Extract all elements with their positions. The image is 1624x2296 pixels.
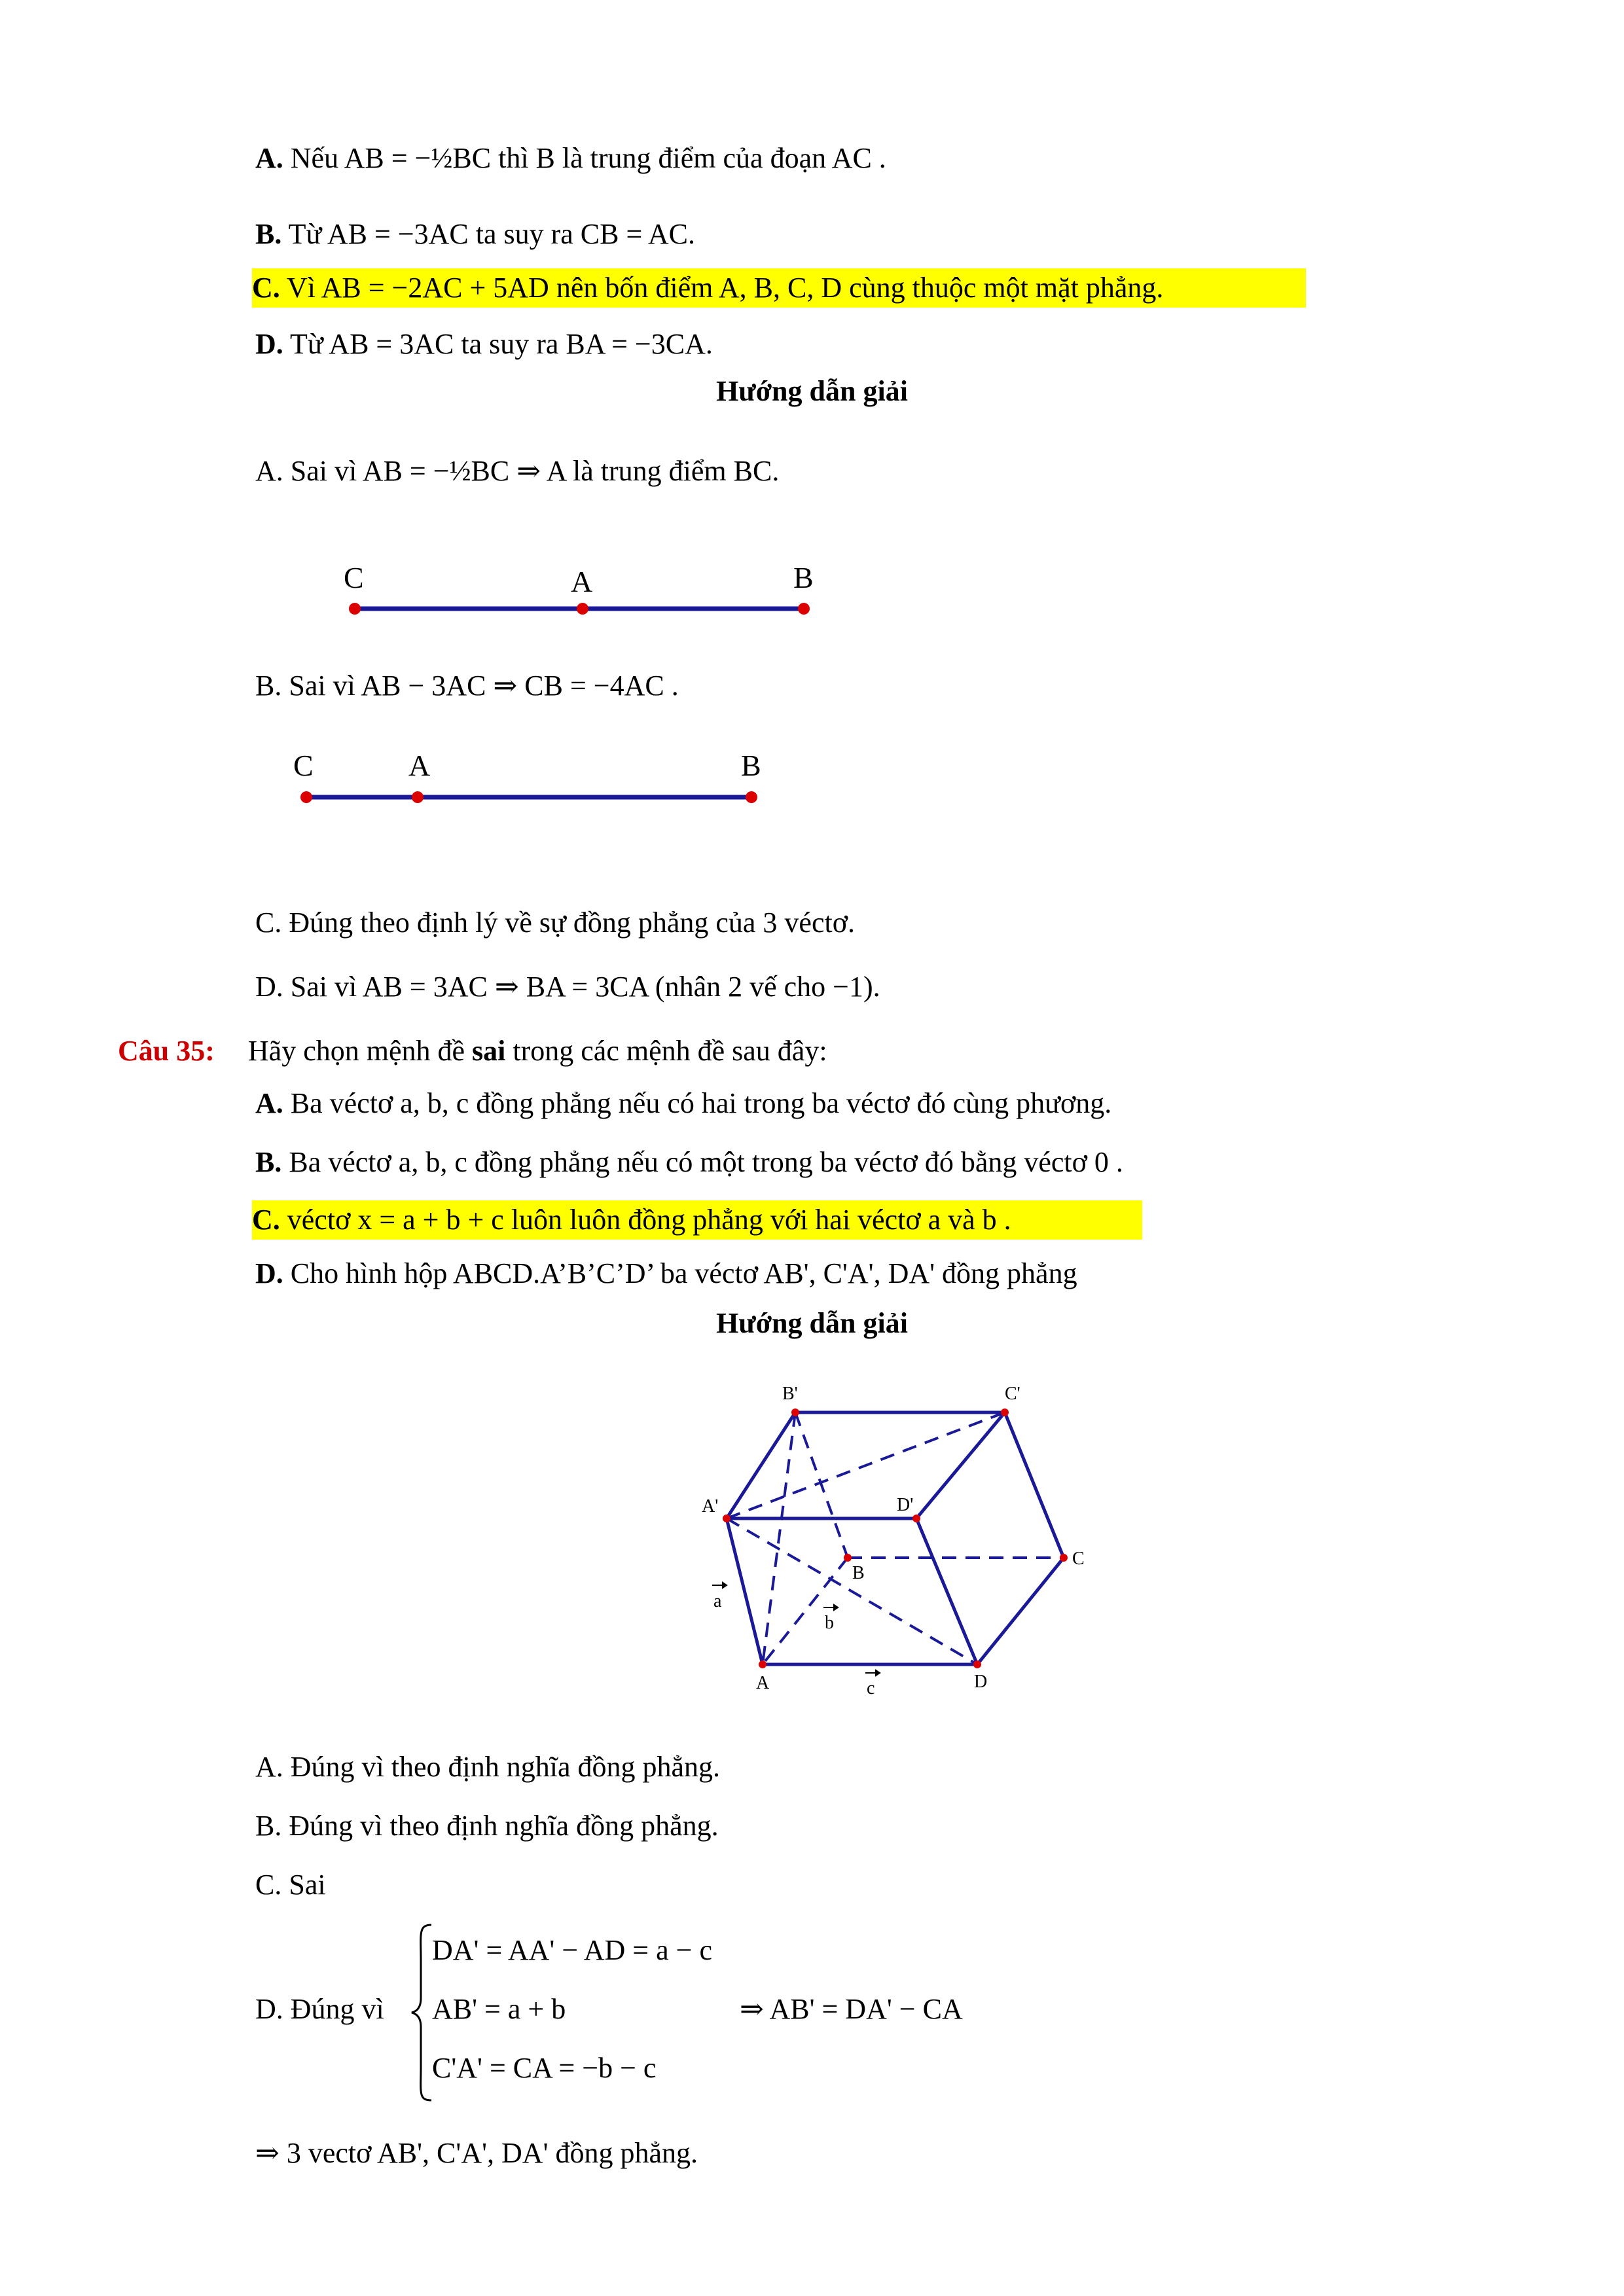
- point-b: [746, 791, 757, 803]
- sol34-d: D. Sai vì AB = 3AC ⇒ BA = 3CA (nhân 2 vế cho −1).: [255, 971, 880, 1003]
- sol35-d-prefix: D. Đúng vì: [255, 1993, 384, 2025]
- option-prefix: B.: [255, 218, 282, 250]
- point-bp: [791, 1408, 799, 1416]
- sol35-final: ⇒ 3 vectơ AB', C'A', DA' đồng phẳng.: [255, 2137, 698, 2169]
- point-ap: [723, 1515, 731, 1522]
- q35-option-b: [255, 1143, 1123, 1182]
- label-b: B: [793, 561, 814, 594]
- sol35-c: C. Sai: [255, 1869, 326, 1901]
- edge-a-ap: [727, 1518, 763, 1664]
- question-label: Câu 35:: [118, 1035, 215, 1067]
- stem-post: trong các mệnh đề sau đây:: [505, 1035, 827, 1067]
- solution-heading-1: Hướng dẫn giải: [716, 375, 908, 407]
- option-text: Ba véctơ a, b, c đồng phẳng nếu có hai trong ba véctơ đó cùng phương.: [290, 1087, 1112, 1119]
- option-prefix: C.: [252, 272, 280, 304]
- point-a: [577, 603, 588, 615]
- edge-dp-d: [916, 1518, 977, 1664]
- segment-figure-2: [281, 740, 805, 812]
- label-a: A: [408, 749, 431, 782]
- point-b: [844, 1554, 852, 1562]
- parallelepiped-figure: [674, 1374, 1119, 1721]
- q34-option-c-highlighted: [252, 268, 1306, 308]
- sol35-b: B. Đúng vì theo định nghĩa đồng phẳng.: [255, 1810, 719, 1842]
- label-a: A: [571, 565, 593, 598]
- sol34-b: B. Sai vì AB − 3AC ⇒ CB = −4AC .: [255, 670, 679, 702]
- option-prefix: C.: [252, 1204, 280, 1236]
- segment-figure-1: [314, 556, 838, 628]
- q34-option-b: [255, 215, 695, 254]
- label-vec-a: a: [713, 1591, 722, 1611]
- label-bp: B': [782, 1384, 798, 1404]
- system-eq-2: AB' = a + b: [432, 1993, 566, 2025]
- label-ap: A': [702, 1496, 719, 1516]
- option-text: Ba véctơ a, b, c đồng phẳng nếu có một trong ba véctơ đó bằng véctơ 0 .: [289, 1146, 1123, 1178]
- sol34-a: A. Sai vì AB = −½BC ⇒ A là trung điểm BC.: [255, 455, 780, 487]
- option-text: Từ AB = 3AC ta suy ra BA = −3CA.: [290, 328, 713, 360]
- edge-b-a-dashed: [763, 1558, 848, 1664]
- label-vec-b: b: [825, 1613, 834, 1633]
- diag-ap-cp-dashed: [727, 1412, 1005, 1518]
- system-brace: [409, 1921, 435, 2104]
- q35-stem: [118, 1031, 827, 1071]
- sol34-c: C. Đúng theo định lý về sự đồng phẳng của 3 véctơ.: [255, 906, 855, 939]
- edge-ap-bp: [727, 1412, 795, 1518]
- edge-bp-a-dashed: [763, 1412, 795, 1664]
- label-c: C: [1072, 1549, 1085, 1569]
- option-text: Cho hình hộp ABCD.A’B’C’D’ ba véctơ AB', C'A', DA' đồng phẳng: [290, 1257, 1077, 1289]
- label-vec-c: c: [867, 1678, 875, 1698]
- label-cp: C': [1005, 1384, 1020, 1404]
- edge-cp-c: [1005, 1412, 1064, 1558]
- label-c: C: [293, 749, 314, 782]
- edge-bp-b-dashed: [795, 1412, 848, 1558]
- point-d: [973, 1660, 981, 1668]
- q35-option-d: [255, 1254, 1077, 1293]
- label-b: B: [741, 749, 761, 782]
- option-prefix: D.: [255, 328, 283, 360]
- label-a: A: [756, 1673, 770, 1693]
- sol35-a: A. Đúng vì theo định nghĩa đồng phẳng.: [255, 1751, 721, 1783]
- point-c: [349, 603, 361, 615]
- edge-dp-cp: [916, 1412, 1005, 1518]
- option-prefix: A.: [255, 1087, 283, 1119]
- option-text: Vì AB = −2AC + 5AD nên bốn điểm A, B, C, D cùng thuộc một mặt phẳng.: [287, 272, 1164, 304]
- option-prefix: A.: [255, 142, 283, 174]
- q34-option-d: [255, 325, 713, 364]
- point-c: [1060, 1554, 1068, 1562]
- label-b: B: [852, 1563, 865, 1583]
- q34-option-a: [255, 139, 886, 178]
- option-text: Nếu AB = −½BC thì B là trung điểm của đoạn AC .: [290, 142, 886, 174]
- point-c: [300, 791, 312, 803]
- point-a: [412, 791, 424, 803]
- edge-c-d: [977, 1558, 1064, 1664]
- q35-option-c-highlighted: [252, 1200, 1142, 1240]
- point-a: [759, 1660, 767, 1668]
- system-implies: ⇒ AB' = DA' − CA: [740, 1993, 963, 2025]
- stem-pre: Hãy chọn mệnh đề: [247, 1035, 473, 1067]
- option-prefix: D.: [255, 1257, 283, 1289]
- solution-heading-2: Hướng dẫn giải: [716, 1307, 908, 1339]
- label-d: D: [974, 1672, 988, 1692]
- option-prefix: B.: [255, 1146, 282, 1178]
- q35-option-a: [255, 1084, 1111, 1123]
- point-cp: [1001, 1408, 1009, 1416]
- option-text: véctơ x = a + b + c luôn luôn đồng phẳng với hai véctơ a và b .: [287, 1204, 1011, 1236]
- point-dp: [912, 1515, 920, 1522]
- stem-bold: sai: [472, 1035, 506, 1067]
- vector-arrows: [712, 1583, 880, 1676]
- system-eq-3: C'A' = CA = −b − c: [432, 2052, 657, 2084]
- label-c: C: [344, 561, 364, 594]
- label-dp: D': [897, 1495, 914, 1515]
- option-text: Từ AB = −3AC ta suy ra CB = AC.: [288, 218, 696, 250]
- point-b: [798, 603, 810, 615]
- system-eq-1: DA' = AA' − AD = a − c: [432, 1934, 712, 1966]
- diag-ap-d-dashed: [727, 1518, 977, 1664]
